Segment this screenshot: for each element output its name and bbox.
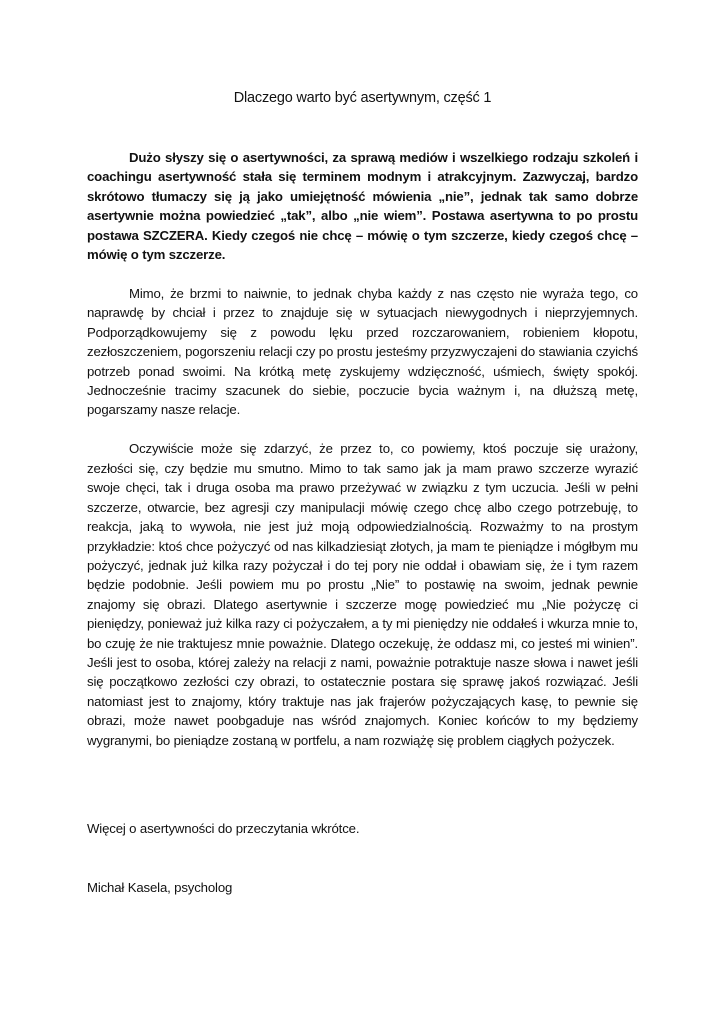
closing-note: Więcej o asertywności do przeczytania wkrótce.: [87, 821, 360, 836]
document-body: [87, 148, 638, 770]
document-title: Dlaczego warto być asertywnym, część 1: [233, 90, 492, 106]
author-signature: Michał Kasela, psycholog: [87, 880, 233, 895]
lead-paragraph: Dużo słyszy się o asertywności, za sprawą mediów i wszelkiego rodzaju szkoleń i coachingu asertywność stała się terminem modnym i atrakcyjnym. Zazwyczaj, bardzo skrótowo tłumaczy się ją jako umiejętność mówienia „nie”, jednak tak samo dobrze asertywnie można powiedzieć „tak”, albo „nie wiem”. Postawa asertywna to po prostu postawa SZCZERA. Kiedy czegoś nie chcę – mówię o tym szczerze, kiedy czegoś chcę – mówię o tym szczerze.: [87, 150, 638, 263]
body-paragraph: Oczywiście może się zdarzyć, że przez to, co powiemy, ktoś poczuje się urażony, zezłości się, czy będzie mu smutno. Mimo to tak samo jak ja mam prawo szczerze wyrazić swoje chęci, tak i druga osoba ma prawo przeżywać w związku z tym uczucia. Jeśli w pełni szczerze, otwarcie, bez agresji czy manipulacji mówię czego chcę albo czego potrzebuję, to reakcja, jaką to wywoła, nie jest już moją odpowiedzialnością. Rozważmy to na prostym przykładzie: ktoś chce pożyczyć od nas kilkadziesiąt złotych, ja mam te pieniądze i mógłbym mu pożyczyć, jednak już kilka razy pożyczał i do tej pory nie oddał i obawiam się, że i tym razem będzie podobnie. Jeśli powiem mu po prostu „Nie” to postawię na swoim, jednak pewnie znajomy się obrazi. Dlatego asertywnie i szczerze mogę powiedzieć mu „Nie pożyczę ci pieniędzy, ponieważ już kilka razy ci pożyczałem, a ty mi pieniędzy nie oddałeś i wkurza mnie to, bo czuję że nie traktujesz mnie poważnie. Dlatego oczekuję, że oddasz mi, co jesteś mi winien”. Jeśli jest to osoba, której zależy na relacji z nami, poważnie potraktuje nasze słowa i nawet jeśli się początkowo zezłości czy obrazi, to ostatecznie postara się sprawę jakoś rozwiązać. Jeśli natomiast jest to znajomy, który traktuje nas jak frajerów pożyczających kasę, to pewnie się obrazi, może nawet poobgaduje nas wśród znajomych. Koniec końców to my będziemy wygranymi, bo pieniądze zostaną w portfelu, a nam rozwiążę się problem ciągłych pożyczek.: [87, 441, 638, 748]
body-paragraph: Mimo, że brzmi to naiwnie, to jednak chyba każdy z nas często nie wyraża tego, co naprawdę by chciał i przez to znajduje się w sytuacjach niewygodnych i nieprzyjemnych. Podporządkowujemy się z powodu lęku przed rozczarowaniem, robieniem kłopotu, zezłoszczeniem, pogorszeniu relacji czy po prostu jesteśmy przyzwyczajeni do stawiania czyichś potrzeb ponad swoimi. Na krótką metę zyskujemy wdzięczność, uśmiech, święty spokój. Jednocześnie tracimy szacunek do siebie, poczucie bycia ważnym i, na dłuższą metę, pogarszamy nasze relacje.: [87, 286, 638, 418]
